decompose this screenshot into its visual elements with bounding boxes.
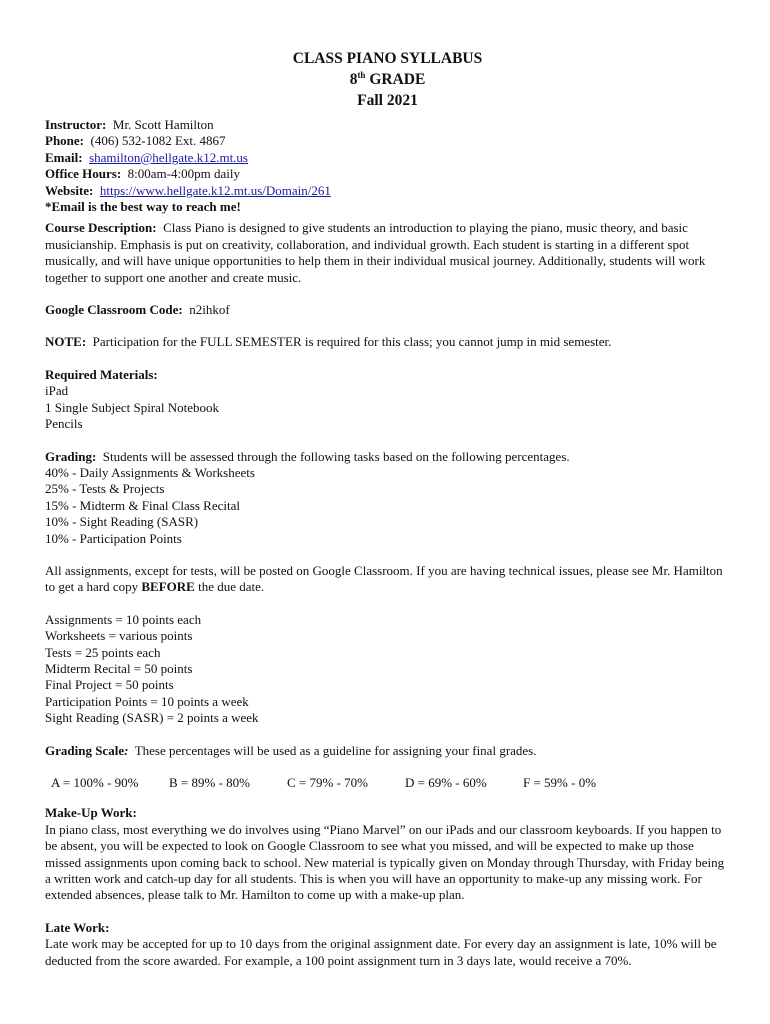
grade-number: 8	[349, 71, 358, 88]
grade-word: GRADE	[369, 71, 426, 88]
description-label: Course Description:	[45, 220, 157, 236]
hours-value: 8:00am-4:00pm daily	[127, 166, 240, 182]
points-item: Midterm Recital = 50 points	[45, 660, 193, 676]
grading-scale	[51, 775, 730, 791]
email-link[interactable]: shamilton@hellgate.k12.mt.us	[89, 149, 248, 165]
contact-block	[45, 117, 730, 215]
grading-intro	[45, 449, 730, 465]
participation-note	[45, 334, 730, 350]
points-item: Sight Reading (SASR) = 2 points a week	[45, 710, 259, 726]
hours-line	[45, 166, 730, 182]
assignments-emphasis: BEFORE	[141, 579, 195, 595]
term-heading: Fall 2021	[357, 92, 418, 109]
materials-heading	[45, 367, 730, 383]
assignments-text: All assignments, except for tests, will be posted on Google Classroom. If you are having technical issues, please see Mr. Hamilton to get a hard copy	[45, 562, 723, 595]
late-section	[45, 920, 730, 969]
points-item: Worksheets = various points	[45, 628, 193, 644]
grading-scale-intro	[45, 743, 730, 759]
course-description	[45, 220, 730, 286]
scale-item: B = 89% - 80%	[169, 775, 250, 790]
instructor-label: Instructor:	[45, 117, 107, 132]
email-line	[45, 150, 730, 166]
hours-label: Office Hours:	[45, 166, 122, 182]
phone-value: (406) 532-1082 Ext. 4867	[90, 133, 226, 149]
website-label: Website:	[45, 182, 94, 198]
assignments-paragraph	[45, 563, 730, 596]
points-list	[45, 612, 730, 727]
late-text: Late work may be accepted for up to 10 days from the original assignment date. For every day an assignment is late, 10% will be deducted from the score awarded. For example, a 100 point assignment turn in 3 days late, would receive a 70%.	[45, 936, 717, 968]
grading-item: 10% - Sight Reading (SASR)	[45, 514, 199, 530]
phone-label: Phone:	[45, 133, 84, 149]
materials-label: Required Materials:	[45, 366, 158, 382]
materials-item: Pencils	[45, 416, 83, 432]
phone-line	[45, 133, 730, 149]
email-label: Email:	[45, 149, 83, 165]
instructor-line	[45, 117, 730, 133]
scale-label	[45, 743, 128, 758]
grade-suffix: th	[357, 69, 366, 80]
scale-item: C = 79% - 70%	[287, 775, 368, 790]
classroom-label: Google Classroom Code:	[45, 302, 183, 318]
makeup-heading	[45, 805, 730, 821]
materials-item: iPad	[45, 383, 69, 399]
website-link[interactable]: https://www.hellgate.k12.mt.us/Domain/261	[99, 182, 331, 198]
classroom-code-value: n2ihkof	[189, 302, 230, 318]
materials-item: 1 Single Subject Spiral Notebook	[45, 399, 220, 415]
makeup-label: Make-Up Work:	[45, 805, 137, 821]
assignments-text-end: the due date.	[198, 579, 265, 595]
grading-label: Grading:	[45, 448, 97, 464]
scale-label-text: Grading Scale	[45, 742, 125, 758]
points-item: Final Project = 50 points	[45, 677, 174, 693]
website-line	[45, 183, 730, 199]
grade-heading	[45, 69, 730, 90]
makeup-text: In piano class, most everything we do involves using “Piano Marvel” on our iPads and our classroom keyboards. If you happen to be absent, you will be expected to look on Google Classroom to see what you missed, and will be expected to make up those missed assignments upon coming back to school. New material is typically given on Monday through Thursday, with Friday being a written work and catch-up day for all students. This is when you will have an opportunity to make-up any missing work. For extended absences, please talk to Mr. Hamilton to come up with a make-up plan.	[45, 821, 725, 903]
grading-section	[45, 449, 730, 547]
grading-item: 40% - Daily Assignments & Worksheets	[45, 464, 255, 480]
late-label: Late Work:	[45, 919, 110, 935]
grading-intro-text: Students will be assessed through the following tasks based on the following percentages.	[102, 448, 570, 464]
instructor-name: Mr. Scott Hamilton	[112, 117, 214, 132]
note-text: Participation for the FULL SEMESTER is required for this class; you cannot jump in mid semester.	[92, 334, 612, 350]
points-item: Assignments = 10 points each	[45, 611, 202, 627]
points-item: Participation Points = 10 points a week	[45, 693, 249, 709]
makeup-section	[45, 805, 730, 903]
grading-item: 15% - Midterm & Final Class Recital	[45, 497, 240, 513]
materials-section	[45, 367, 730, 433]
scale-item: A = 100% - 90%	[51, 775, 139, 790]
scale-item: D = 69% - 60%	[405, 775, 487, 790]
scale-item: F = 59% - 0%	[523, 775, 597, 790]
contact-note-text: *Email is the best way to reach me!	[45, 199, 241, 215]
classroom-code	[45, 302, 730, 318]
grading-item: 25% - Tests & Projects	[45, 481, 165, 497]
title-block	[45, 48, 730, 111]
contact-note	[45, 199, 730, 215]
points-item: Tests = 25 points each	[45, 644, 161, 660]
note-label: NOTE:	[45, 334, 87, 350]
scale-intro-text: These percentages will be used as a guideline for assigning your final grades.	[134, 742, 537, 758]
grading-item: 10% - Participation Points	[45, 530, 182, 546]
late-heading	[45, 920, 730, 936]
scale-label-colon: :	[124, 742, 129, 758]
page-title: CLASS PIANO SYLLABUS	[292, 50, 483, 67]
description-text: Class Piano is designed to give students an introduction to playing the piano, music theory, and basic musicianship. Emphasis is put on creativity, collaboration, and individual growth. Each student is starting in a different spot musically, and will have unique opportunities to help them in their individual musical journey. Additionally, students will work together to support one another and create music.	[45, 220, 706, 285]
